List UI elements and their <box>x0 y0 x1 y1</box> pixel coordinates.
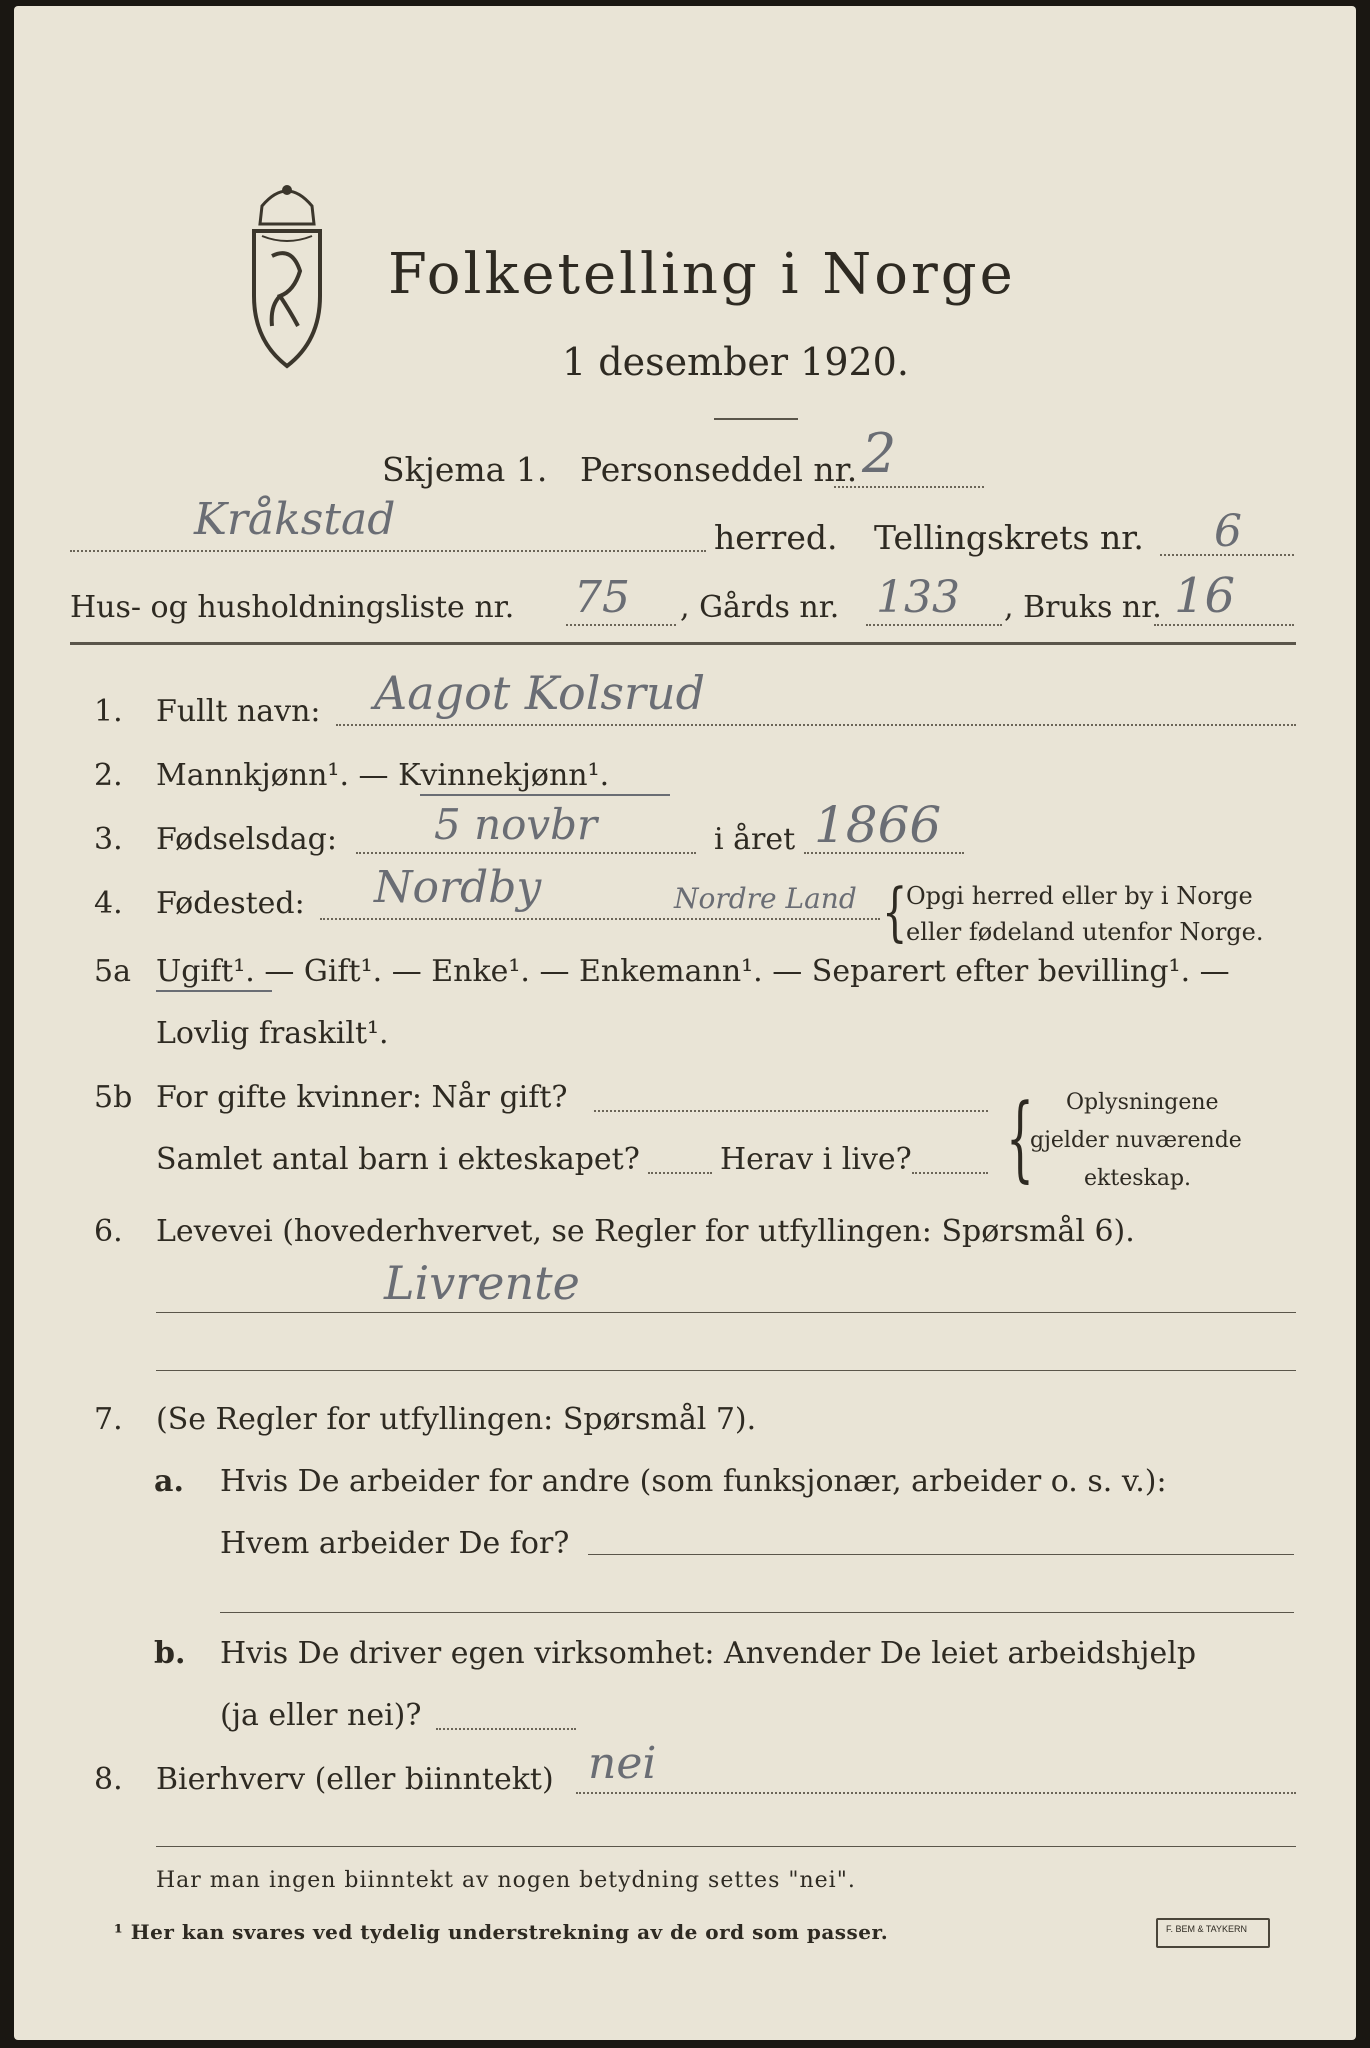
q5b-line-2b: Herav i live? <box>720 1142 912 1177</box>
q3-number: 3. <box>94 822 123 857</box>
q3-label: Fødselsdag: <box>156 822 337 857</box>
personseddel-label: Personseddel nr. <box>580 450 858 489</box>
q3-value: 5 novbr <box>434 800 598 849</box>
q7a-extra-line <box>220 1612 1294 1613</box>
q2-number: 2. <box>94 758 123 793</box>
q5b-note-3: ekteskap. <box>1084 1166 1192 1191</box>
q5b-line-2a: Samlet antal barn i ekteskapet? <box>156 1142 640 1177</box>
q3-line <box>356 852 696 854</box>
q7b-number: b. <box>154 1636 186 1671</box>
gards-label: , Gårds nr. <box>680 590 840 625</box>
herred-line <box>70 550 706 552</box>
herred-value: Kråkstad <box>194 494 396 545</box>
q5b-note-1: Oplysningene <box>1066 1090 1219 1115</box>
q4-line <box>320 918 880 920</box>
form-title: Folketelling i Norge <box>388 242 1016 307</box>
q4-note-1: Opgi herred eller by i Norge <box>906 882 1253 910</box>
q8-line <box>576 1792 1296 1794</box>
gards-value: 133 <box>876 572 960 623</box>
q6-value: Livrente <box>384 1256 580 1310</box>
q7a-line-1: Hvis De arbeider for andre (som funksjonær, arbeider o. s. v.): <box>220 1464 1167 1499</box>
q1-line <box>336 724 1296 726</box>
q4-number: 4. <box>94 886 123 921</box>
q4-label: Fødested: <box>156 886 305 921</box>
q1-number: 1. <box>94 694 123 729</box>
q7b-line-2: (ja eller nei)? <box>220 1698 422 1733</box>
hus-line <box>566 624 676 626</box>
hus-label: Hus- og husholdningsliste nr. <box>70 590 515 625</box>
q8-label: Bierhverv (eller biinntekt) <box>156 1762 554 1797</box>
q3-year-value: 1866 <box>814 796 942 854</box>
q2-underline <box>420 794 670 796</box>
bruks-label: , Bruks nr. <box>1004 590 1162 625</box>
q7b-line-1: Hvis De driver egen virksomhet: Anvender De leiet arbeidshjelp <box>220 1636 1197 1671</box>
q6-line-2 <box>156 1370 1296 1371</box>
title-divider <box>714 418 798 420</box>
header-rule <box>70 642 1296 645</box>
q5b-alive-line <box>912 1172 988 1174</box>
q2-label: Mannkjønn¹. — Kvinnekjønn¹. <box>156 758 610 793</box>
q3-year-label: i året <box>714 822 796 857</box>
q5a-line-2: Lovlig fraskilt¹. <box>156 1016 389 1051</box>
q1-label: Fullt navn: <box>156 694 321 729</box>
coat-of-arms-icon <box>232 176 342 376</box>
printer-stamp-text: F. BEM & TAYKERN <box>1166 1924 1248 1934</box>
census-form-sheet <box>14 6 1356 2040</box>
hus-value: 75 <box>574 572 630 623</box>
q4-value: Nordby <box>374 862 542 913</box>
q7-label: (Se Regler for utfyllingen: Spørsmål 7). <box>156 1402 757 1437</box>
q5b-number: 5b <box>94 1080 133 1115</box>
gards-line <box>866 624 1002 626</box>
personseddel-line <box>834 486 984 488</box>
census-date: 1 desember 1920. <box>562 340 909 384</box>
printer-stamp <box>1156 1918 1270 1948</box>
tellingskrets-value: 6 <box>1214 506 1242 557</box>
tellingskrets-label: Tellingskrets nr. <box>874 518 1144 557</box>
personseddel-value: 2 <box>862 422 897 485</box>
q5b-note-2: gjelder nuværende <box>1030 1128 1242 1153</box>
q5b-brace: { <box>1006 1086 1034 1194</box>
q6-number: 6. <box>94 1214 123 1249</box>
q5a-number: 5a <box>94 954 131 989</box>
q5b-married-line <box>594 1110 988 1112</box>
q5a-line-1: Ugift¹. — Gift¹. — Enke¹. — Enkemann¹. — Separert efter bevilling¹. — <box>156 954 1230 989</box>
q4-note-2: eller fødeland utenfor Norge. <box>906 918 1264 946</box>
q5b-children-line <box>648 1172 712 1174</box>
q5a-underline <box>156 990 272 992</box>
q7a-line <box>588 1554 1294 1555</box>
q8-value: nei <box>588 1738 657 1789</box>
q6-line-1 <box>156 1312 1296 1313</box>
q4-value-2: Nordre Land <box>674 882 857 915</box>
bruks-line <box>1154 624 1294 626</box>
footnote: ¹ Her kan svares ved tydelig understrekning av de ord som passer. <box>114 1920 889 1944</box>
q8-extra-line <box>156 1846 1296 1847</box>
q7b-line <box>436 1728 576 1730</box>
q8-number: 8. <box>94 1762 123 1797</box>
footer-note: Har man ingen biinntekt av nogen betydning settes "nei". <box>156 1868 856 1893</box>
herred-label: herred. <box>714 518 838 557</box>
q7a-line-2: Hvem arbeider De for? <box>220 1526 570 1561</box>
q5b-line-1: For gifte kvinner: Når gift? <box>156 1080 568 1115</box>
q1-value: Aagot Kolsrud <box>374 666 706 720</box>
q7a-number: a. <box>154 1464 184 1499</box>
q4-brace: { <box>882 876 908 950</box>
schema-label: Skjema 1. <box>382 450 548 489</box>
q6-label: Levevei (hovederhvervet, se Regler for utfyllingen: Spørsmål 6). <box>156 1214 1135 1249</box>
q7-number: 7. <box>94 1402 123 1437</box>
bruks-value: 16 <box>1174 568 1236 624</box>
